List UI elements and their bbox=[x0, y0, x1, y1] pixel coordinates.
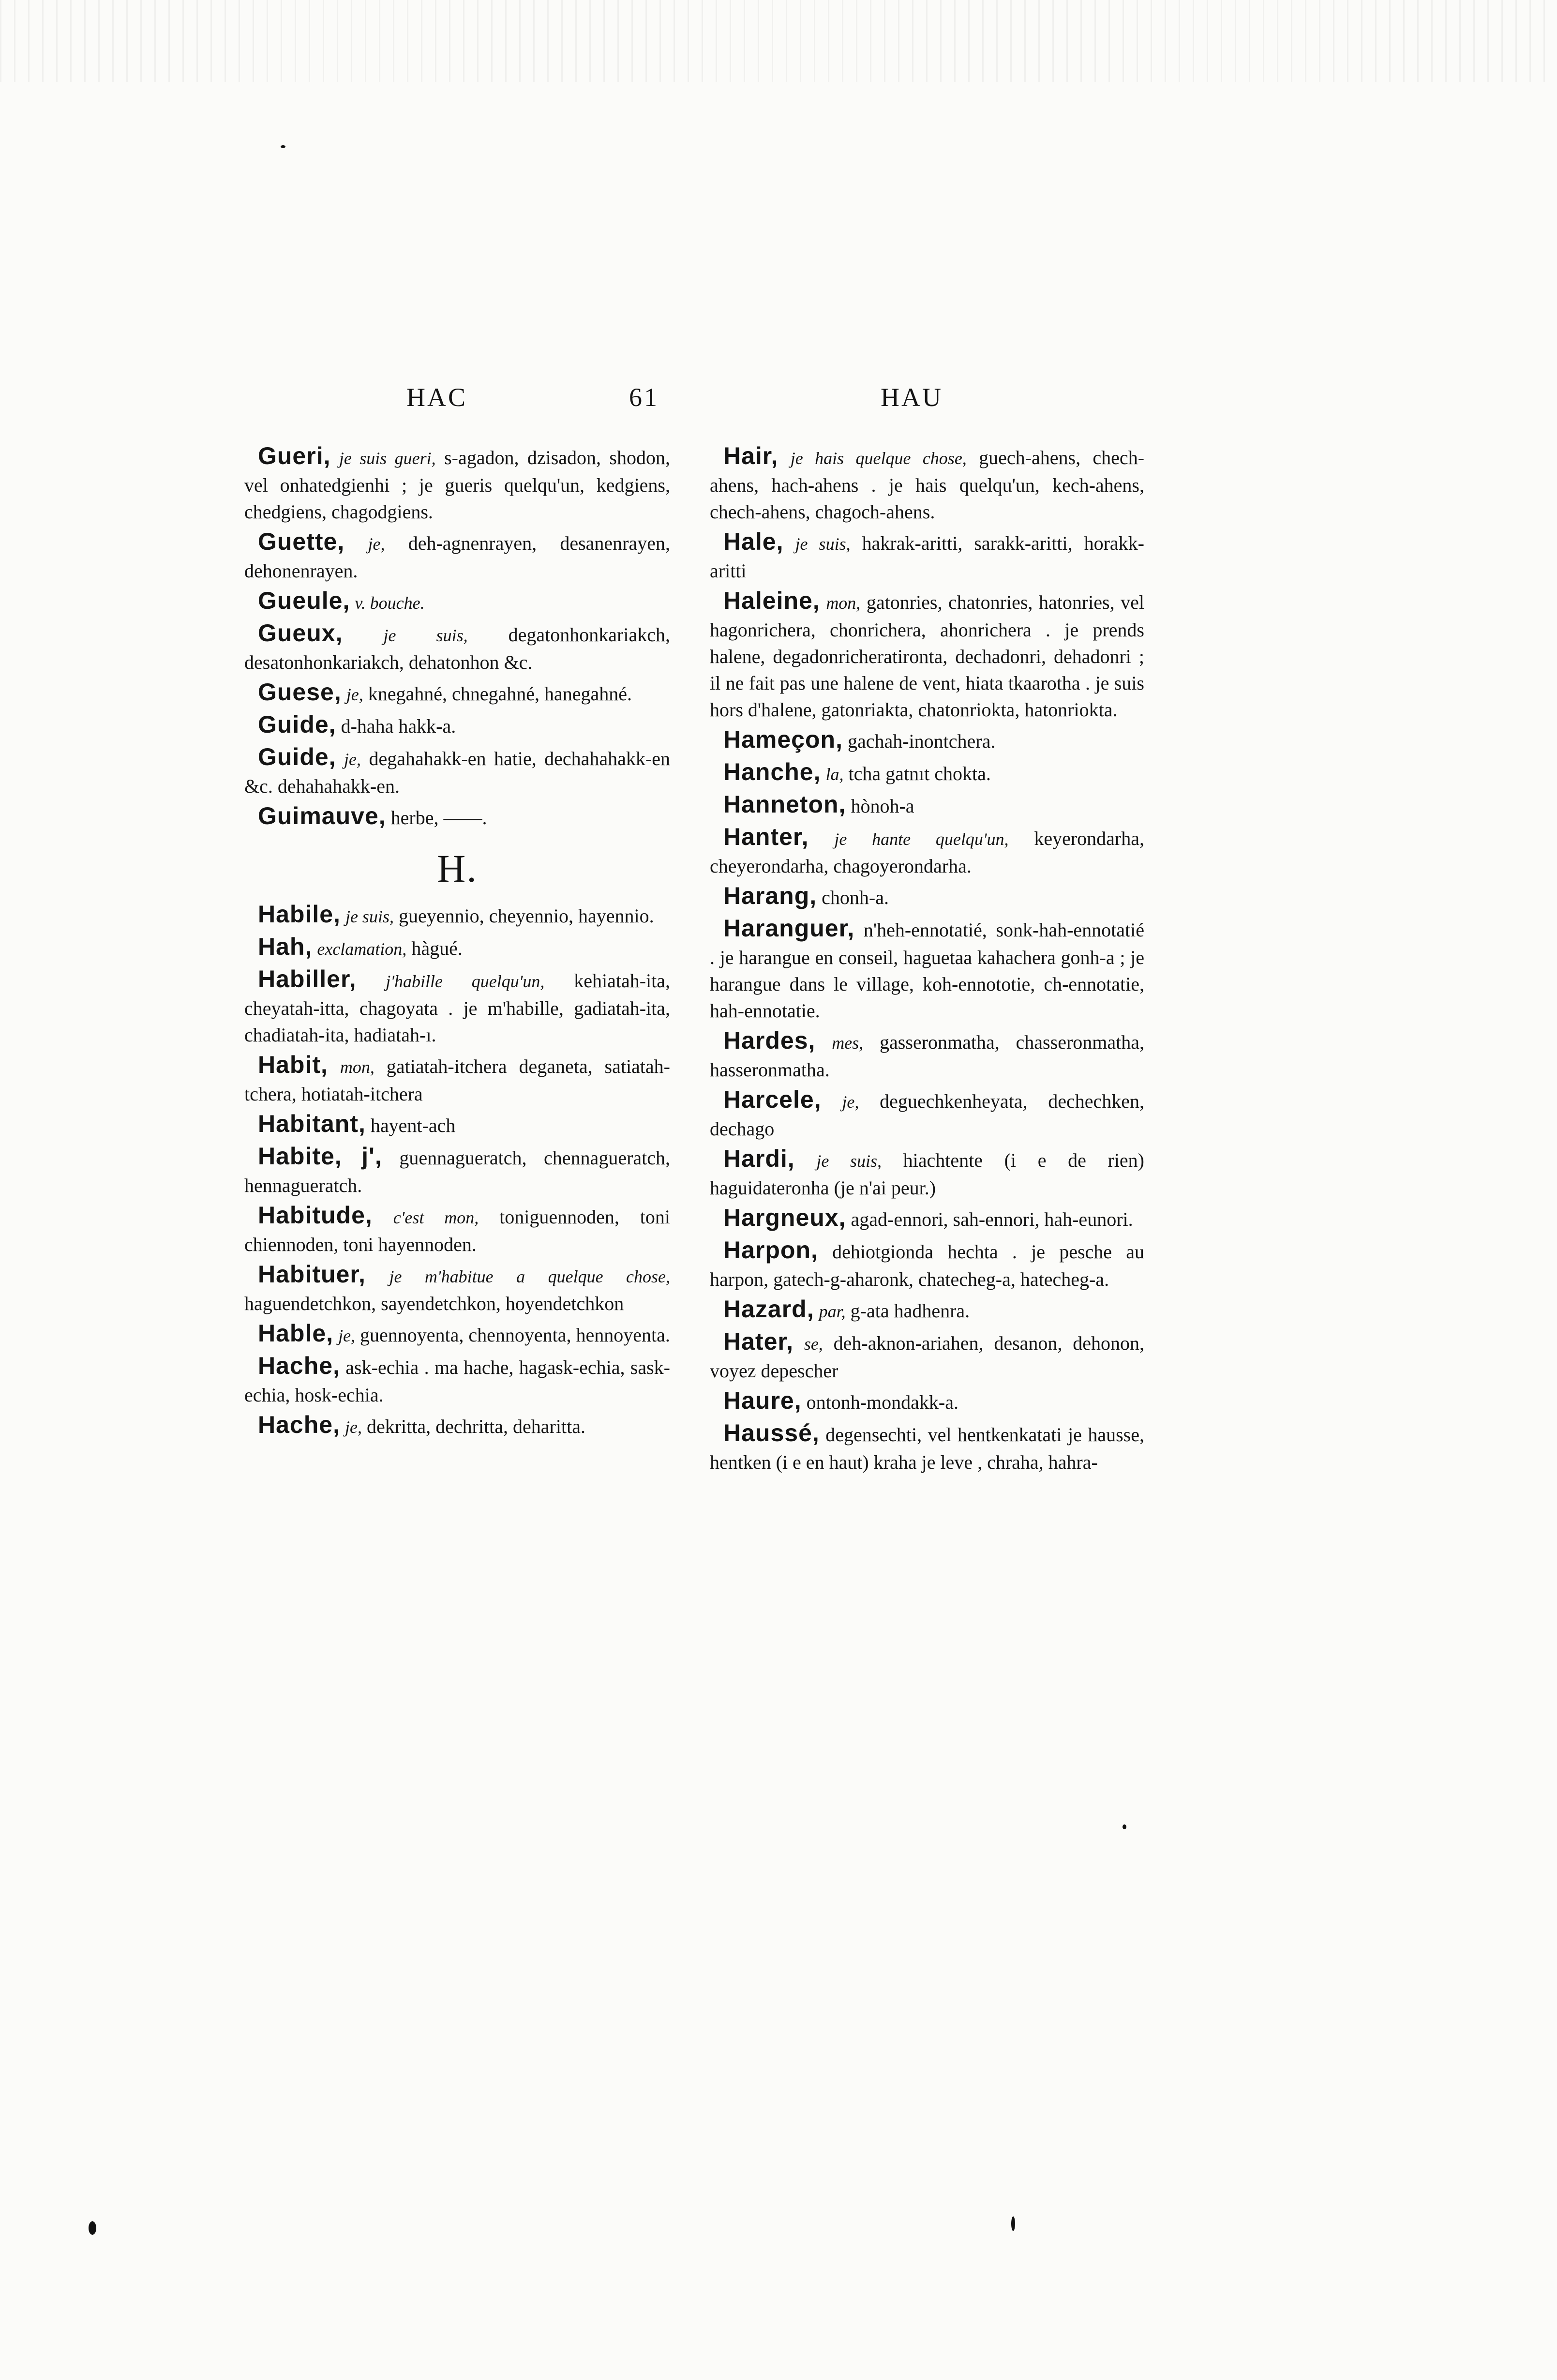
entry-translation: degensechti, vel hentkenkatati je hausse, hentken (i e en haut) kraha je leve , chraha, hahra- bbox=[710, 1424, 1144, 1473]
entry-headword: Hazard, bbox=[723, 1295, 814, 1323]
entry-translation: degatonhonkariakch, desatonhonkariakch, dehatonhon &c. bbox=[244, 624, 670, 673]
entry-headword: Gueri, bbox=[258, 442, 331, 469]
entry-list-h bbox=[244, 901, 670, 1441]
dictionary-entry bbox=[710, 883, 1144, 912]
entry-french-gloss: je suis, bbox=[795, 534, 851, 554]
entry-french-gloss: je, bbox=[346, 685, 363, 704]
dictionary-entry bbox=[244, 528, 670, 584]
dictionary-entry bbox=[710, 1145, 1144, 1201]
dictionary-entry bbox=[710, 1086, 1144, 1142]
entry-headword: Hable, bbox=[258, 1320, 334, 1347]
entry-french-gloss: la, bbox=[825, 765, 844, 784]
dictionary-entry bbox=[244, 1111, 670, 1140]
page-number: 61 bbox=[629, 383, 659, 412]
entry-translation: keyerondarha, cheyerondarha, chagoyerondarha. bbox=[710, 828, 1144, 877]
dictionary-entry bbox=[244, 1261, 670, 1317]
entry-translation: gachah-inontchera. bbox=[847, 730, 996, 752]
entry-headword: Hanneton, bbox=[723, 791, 846, 818]
entry-headword: Habitant, bbox=[258, 1110, 366, 1137]
entry-headword: Gueule, bbox=[258, 587, 350, 614]
entry-list-g bbox=[244, 443, 670, 832]
entry-french-gloss: je suis, bbox=[345, 907, 394, 926]
dictionary-entry bbox=[244, 620, 670, 676]
dictionary-entry bbox=[710, 1205, 1144, 1234]
entry-headword: Hah, bbox=[258, 933, 313, 960]
entry-translation: guennagueratch, chennagueratch, hennagueratch. bbox=[244, 1147, 671, 1196]
dictionary-entry bbox=[244, 443, 670, 525]
section-letter: H. bbox=[437, 846, 478, 890]
entry-french-gloss: mes, bbox=[832, 1033, 864, 1053]
entry-translation: hàgué. bbox=[406, 937, 463, 959]
entry-headword: Guide, bbox=[258, 743, 336, 770]
entry-translation: deguechkenheyata, dechechken, dechago bbox=[710, 1090, 1144, 1140]
entry-headword: Haleine, bbox=[723, 587, 820, 614]
entry-translation: n'heh-ennotatié, sonk-hah-ennotatié . je harangue en conseil, haguetaa kahachera gonh-a ; je harangue dans le village, koh-ennototie, ch-ennotatie, hah-ennotatie. bbox=[710, 919, 1144, 1022]
dictionary-entry bbox=[710, 726, 1144, 755]
entry-headword: Hardes, bbox=[723, 1027, 816, 1054]
entry-headword: Guimauve, bbox=[258, 802, 386, 829]
entry-headword: Habile, bbox=[258, 901, 341, 928]
entry-translation: deh-agnenrayen, desanenrayen, dehonenrayen. bbox=[244, 532, 670, 582]
dictionary-entry bbox=[710, 1420, 1144, 1476]
entry-translation: s-agadon, dzisadon, shodon, vel onhatedgienhi ; je gueris quelqu'un, kedgiens, chedgiens, chagodgiens. bbox=[244, 447, 671, 523]
entry-french-gloss: je, bbox=[368, 534, 385, 554]
dictionary-entry bbox=[710, 791, 1144, 820]
entry-translation: dehiotgionda hechta . je pesche au harpon, gatech-g-aharonk, chatecheg-a, hatecheg-a. bbox=[710, 1241, 1145, 1290]
entry-translation: guennoyenta, chennoyenta, hennoyenta. bbox=[355, 1324, 670, 1346]
entry-headword: Guese, bbox=[258, 678, 342, 706]
scan-speck bbox=[1123, 1824, 1126, 1829]
dictionary-entry bbox=[710, 1296, 1144, 1325]
entry-headword: Hardi, bbox=[723, 1145, 795, 1172]
dictionary-entry bbox=[710, 759, 1144, 788]
entry-french-gloss: v. bouche. bbox=[355, 593, 425, 613]
entry-translation: ask-echia . ma hache, hagask-echia, sask-echia, hosk-echia. bbox=[244, 1356, 671, 1406]
dictionary-entry bbox=[244, 966, 670, 1048]
entry-french-gloss: je hais quelque chose, bbox=[790, 449, 967, 468]
entry-french-gloss: j'habille quelqu'un, bbox=[386, 972, 545, 991]
left-column bbox=[244, 443, 670, 1444]
entry-list-h-continued bbox=[710, 443, 1144, 1476]
entry-headword: Hale, bbox=[723, 528, 784, 555]
entry-french-gloss: par, bbox=[819, 1302, 846, 1321]
entry-headword: Harang, bbox=[723, 882, 817, 909]
running-head-left: HAC bbox=[406, 383, 468, 412]
entry-headword: Hameçon, bbox=[723, 726, 843, 753]
entry-translation: hayent-ach bbox=[370, 1115, 456, 1136]
dictionary-entry bbox=[710, 824, 1144, 879]
entry-headword: Hache, bbox=[258, 1352, 340, 1379]
dictionary-entry bbox=[244, 1412, 670, 1441]
dictionary-entry bbox=[710, 915, 1144, 1024]
entry-translation: hakrak-aritti, sarakk-aritti, horakk-aritti bbox=[710, 532, 1144, 582]
entry-french-gloss: je, bbox=[842, 1092, 859, 1112]
scan-speck bbox=[1011, 2216, 1015, 2231]
dictionary-entry bbox=[244, 901, 670, 930]
dictionary-entry bbox=[710, 587, 1144, 723]
entry-headword: Hanche, bbox=[723, 758, 821, 785]
entry-translation: deh-aknon-ariahen, desanon, dehonon, voyez depescher bbox=[710, 1332, 1145, 1382]
entry-translation: degahahakk-en hatie, dechahahakk-en &c. dehahahakk-en. bbox=[244, 748, 671, 797]
entry-headword: Harcele, bbox=[723, 1086, 822, 1113]
right-column bbox=[710, 443, 1144, 1479]
dictionary-entry bbox=[244, 1052, 670, 1107]
entry-french-gloss: c'est mon, bbox=[393, 1208, 479, 1227]
entry-french-gloss: je suis gueri, bbox=[339, 449, 436, 468]
dictionary-entry bbox=[244, 679, 670, 708]
entry-translation: gatiatah-itchera deganeta, satiatah-tchera, hotiatah-itchera bbox=[244, 1055, 670, 1105]
entry-french-gloss: mon, bbox=[826, 593, 861, 613]
running-head-right: HAU bbox=[881, 383, 943, 412]
dictionary-entry bbox=[710, 1328, 1144, 1384]
entry-translation: tcha gatnıt chokta. bbox=[843, 763, 991, 784]
entry-headword: Hargneux, bbox=[723, 1204, 846, 1231]
entry-headword: Habituer, bbox=[258, 1261, 366, 1288]
entry-headword: Habitude, bbox=[258, 1202, 373, 1229]
entry-translation: d-haha hakk-a. bbox=[341, 715, 456, 737]
entry-headword: Gueux, bbox=[258, 619, 343, 647]
entry-headword: Habit, bbox=[258, 1051, 328, 1078]
entry-translation: haguendetchkon, sayendetchkon, hoyendetchkon bbox=[244, 1293, 624, 1314]
entry-headword: Hanter, bbox=[723, 823, 809, 850]
entry-french-gloss: je, bbox=[344, 750, 361, 769]
entry-translation: ontonh-mondakk-a. bbox=[806, 1391, 958, 1413]
dictionary-entry bbox=[244, 1202, 670, 1258]
entry-translation: dekritta, dechritta, deharitta. bbox=[361, 1416, 585, 1437]
dictionary-entry bbox=[710, 1027, 1144, 1083]
dictionary-entry bbox=[710, 528, 1144, 584]
entry-headword: Habiller, bbox=[258, 965, 357, 993]
entry-headword: Guide, bbox=[258, 711, 336, 738]
entry-translation: gatonries, chatonries, hatonries, vel hagonrichera, chonrichera, ahonrichera . je prends halene, degadonricheratironta, dechadonri, dehadonri ; il ne fait pas une halene de vent, hiata tkaarotha . je suis hors d'halene, gatonriakta, chatonriokta, hatonriokta. bbox=[710, 591, 1145, 721]
entry-french-gloss: je suis, bbox=[816, 1151, 882, 1171]
entry-french-gloss: je, bbox=[338, 1326, 356, 1345]
entry-translation: guech-ahens, chech-ahens, hach-ahens . je hais quelqu'un, kech-ahens, chech-ahens, chagoch-ahens. bbox=[710, 447, 1145, 523]
dictionary-entry bbox=[244, 1143, 670, 1199]
dictionary-entry bbox=[244, 744, 670, 799]
entry-headword: Haure, bbox=[723, 1387, 802, 1414]
entry-headword: Hache, bbox=[258, 1411, 340, 1438]
entry-translation: g-ata hadhenra. bbox=[845, 1300, 970, 1322]
dictionary-entry bbox=[244, 711, 670, 740]
entry-headword: Hair, bbox=[723, 442, 778, 469]
entry-headword: Hater, bbox=[723, 1328, 793, 1355]
dictionary-entry bbox=[244, 1353, 670, 1408]
entry-translation: herbe, ——. bbox=[390, 807, 487, 828]
dictionary-entry bbox=[710, 443, 1144, 525]
scan-speck bbox=[89, 2221, 96, 2235]
entry-french-gloss: je suis, bbox=[383, 626, 468, 645]
dictionary-entry bbox=[710, 1237, 1144, 1293]
entry-headword: Haussé, bbox=[723, 1419, 820, 1446]
dictionary-entry bbox=[244, 587, 670, 617]
dictionary-entry bbox=[244, 803, 670, 832]
dictionary-entry bbox=[244, 1320, 670, 1349]
entry-french-gloss: mon, bbox=[340, 1057, 374, 1077]
entry-translation: agad-ennori, sah-ennori, hah-eunori. bbox=[851, 1208, 1133, 1230]
entry-headword: Haranguer, bbox=[723, 915, 855, 942]
dictionary-entry bbox=[244, 934, 670, 963]
scan-speck bbox=[281, 145, 285, 148]
entry-translation: gasseronmatha, chasseronmatha, hasseronmatha. bbox=[710, 1031, 1144, 1081]
entry-headword: Habite, j', bbox=[258, 1143, 382, 1170]
entry-french-gloss: se, bbox=[804, 1334, 823, 1354]
entry-french-gloss: je hante quelqu'un, bbox=[834, 829, 1009, 849]
entry-translation: knegahné, chnegahné, hanegahné. bbox=[363, 683, 632, 705]
running-head bbox=[0, 382, 1557, 426]
scan-noise-band bbox=[0, 0, 1557, 82]
entry-headword: Harpon, bbox=[723, 1236, 818, 1264]
entry-translation: gueyennio, cheyennio, hayennio. bbox=[393, 905, 654, 927]
entry-headword: Guette, bbox=[258, 528, 345, 555]
entry-translation: chonh-a. bbox=[822, 887, 889, 908]
entry-translation: hiachtente (i e de rien) haguidateronha (je n'ai peur.) bbox=[710, 1149, 1144, 1199]
entry-translation: toniguennoden, toni chiennoden, toni hayennoden. bbox=[244, 1206, 670, 1255]
entry-french-gloss: exclamation, bbox=[317, 939, 407, 959]
dictionary-entry bbox=[710, 1387, 1144, 1416]
entry-french-gloss: je, bbox=[344, 1417, 362, 1437]
entry-french-gloss: je m'habitue a quelque chose, bbox=[389, 1267, 671, 1286]
entry-translation: kehiatah-ita, cheyatah-itta, chagoyata . je m'habille, gadiatah-ita, chadiatah-ita, hadiatah-ı. bbox=[244, 970, 670, 1046]
entry-translation: hònoh-a bbox=[851, 795, 914, 817]
